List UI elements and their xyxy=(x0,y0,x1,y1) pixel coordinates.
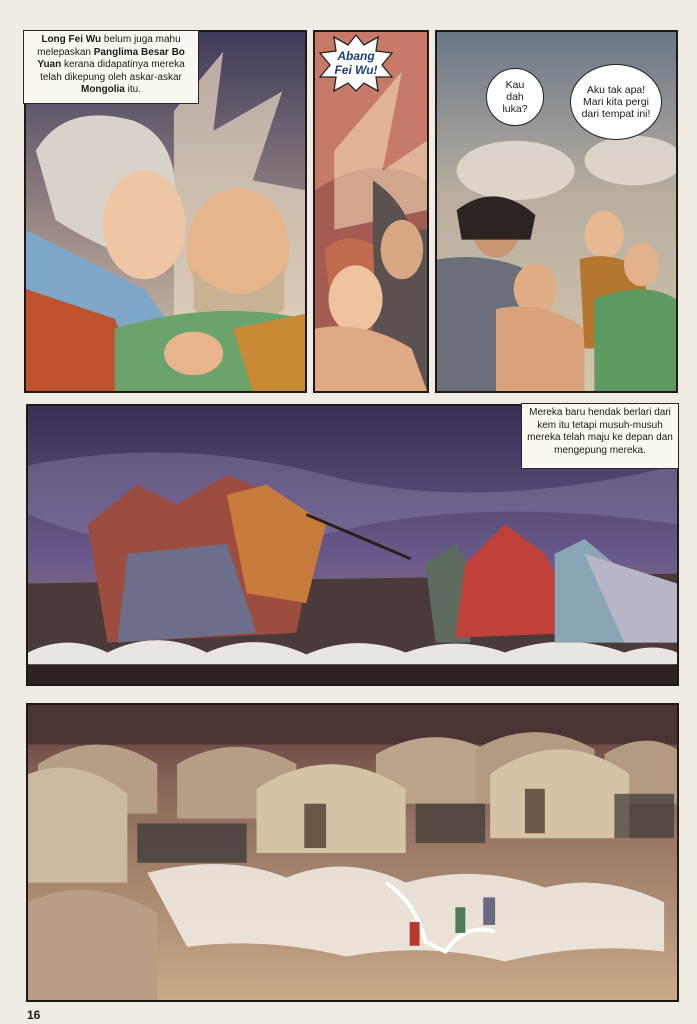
shout-text: Abang Fei Wu! xyxy=(334,49,378,77)
panel-5 xyxy=(26,703,679,1002)
speech-bubble-kau-dah-luka xyxy=(486,68,544,126)
panel-5-art xyxy=(28,705,677,1000)
speech-text: Kau dah luka? xyxy=(502,79,528,115)
shout-abang-fei-wu xyxy=(318,33,394,93)
speech-text: Aku tak apa! Mari kita pergi dari tempat ini! xyxy=(581,84,651,120)
page-number: 16 xyxy=(27,1008,41,1022)
speech-bubble-aku-tak-apa xyxy=(570,64,662,140)
narration-caption-1: Long Fei Wu belum juga mahu melepaskan Panglima Besar Bo Yuan kerana didapatinya mereka telah dikepung oleh askar-askar Mongolia itu. xyxy=(23,30,199,104)
narration-caption-2: Mereka baru hendak berlari dari kem itu tetapi musuh-musuh mereka telah maju ke depan dan mengepung mereka. xyxy=(521,403,679,469)
